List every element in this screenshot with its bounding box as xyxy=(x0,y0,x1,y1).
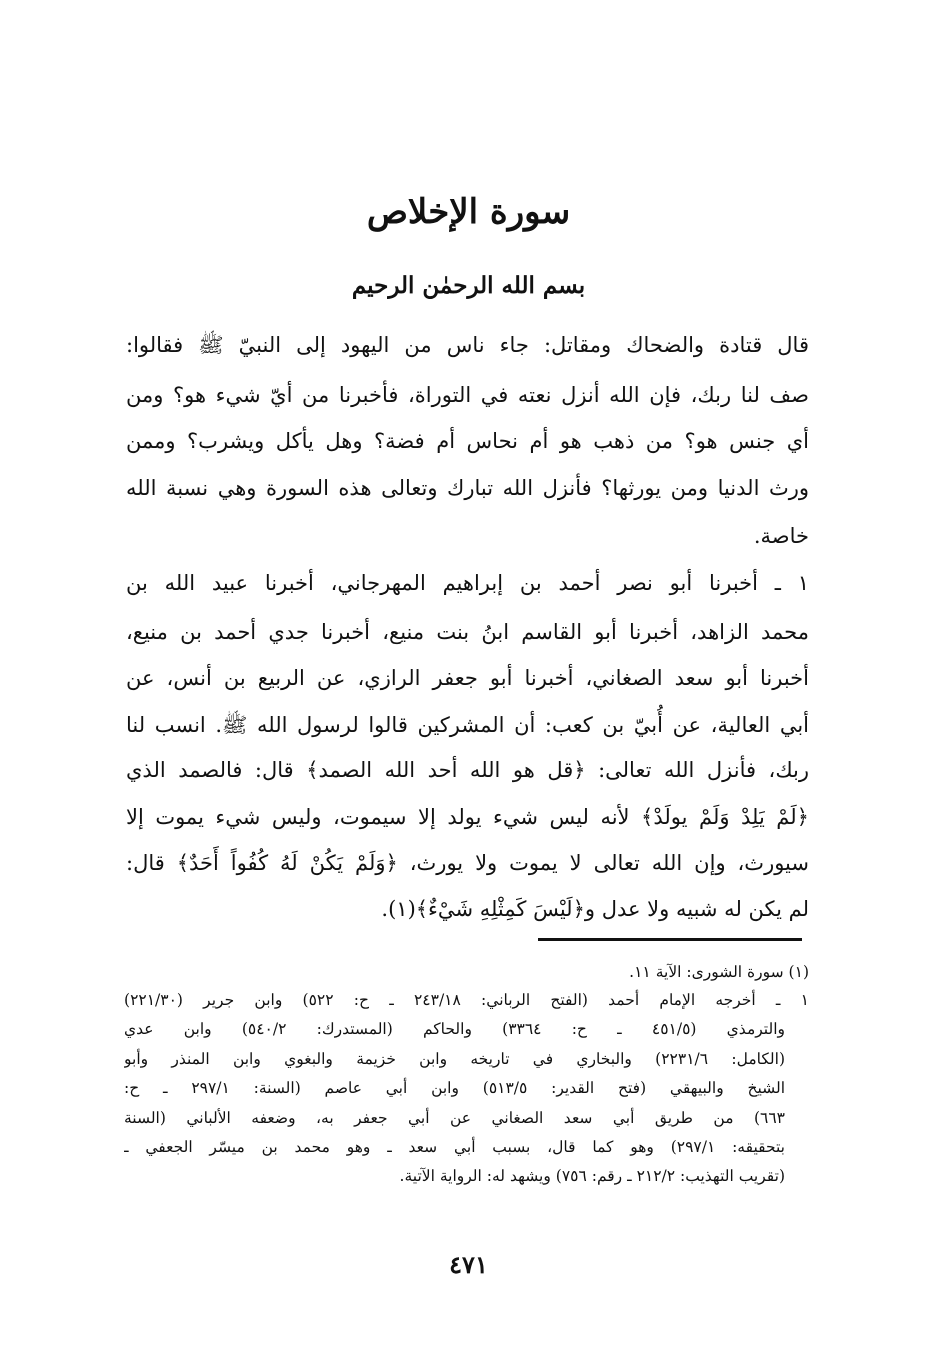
intro-line: ورث الدنيا ومن يورثها؟ فأنزل الله تبارك وتعالى هذه السورة وهي نسبة الله xyxy=(126,476,809,500)
footnote-line: بتحقيقه: ٢٩٧/١) وهو كما قال، بسبب أبي سعد ـ وهو محمد بن ميسّر الجعفي ـ xyxy=(124,1138,785,1156)
hadith-line: أبي العالية، عن أُبيّ بن كعب: أن المشركين قالوا لرسول الله ﷺ. انسب لنا xyxy=(126,713,809,737)
surah-title: سورة الإخلاص xyxy=(366,192,571,232)
intro-line: أي جنس هو؟ من ذهب هو أم نحاس أم فضة؟ وهل يأكل ويشرب؟ وممن xyxy=(126,429,809,453)
footnote-line: (١) سورة الشورى: الآية ١١. xyxy=(629,963,809,981)
footnote-line: ٦٦٣) من طريق أبي سعد الصغاني عن أبي جعفر به، وضعفه الألباني (السنة xyxy=(124,1109,785,1127)
footnote-line: الشيخ والبيهقي (فتح القدير: ٥١٣/٥) وابن أبي عاصم (السنة: ٢٩٧/١ ـ ح: xyxy=(124,1079,785,1097)
intro-line: صف لنا ربك، فإن الله أنزل نعته في التوراة، فأخبرنا من أيّ شيء هو؟ ومن xyxy=(126,383,809,407)
footnote-line: (تقريب التهذيب: ٢١٢/٢ ـ رقم: ٧٥٦) ويشهد له: الرواية الآتية. xyxy=(399,1167,785,1185)
hadith-line: سيورث، وإن الله تعالى لا يموت ولا يورث، ﴿وَلَمْ يَكُنْ لَهُ كُفُواً أَحَدٌ﴾ قال: xyxy=(126,851,809,875)
basmala: بسم الله الرحمٰن الرحيم xyxy=(351,272,586,299)
hadith-line: لم يكن له شبيه ولا عدل و﴿لَيْسَ كَمِثْلِهِ شَيْءٌ﴾(١). xyxy=(381,897,809,921)
footnote-line: (الكامل: ٢٢٣١/٦) والبخاري في تاريخه وابن خزيمة والبغوي وابن المنذر وأبو xyxy=(124,1050,785,1068)
hadith-line: ١ ـ أخبرنا أبو نصر أحمد بن إبراهيم المهرجاني، أخبرنا عبيد الله بن xyxy=(126,571,809,595)
hadith-line: ﴿لَمْ يَلِدْ وَلَمْ يولَدْ﴾ لأنه ليس شيء يولد إلا سيموت، وليس شيء يموت إلا xyxy=(126,805,809,829)
page-number: ٤٧١ xyxy=(449,1250,488,1279)
footnote-line: ١ ـ أخرجه الإمام أحمد (الفتح الرباني: ٢٤٣/١٨ ـ ح: ٥٢٢) وابن جرير (٢٢١/٣٠) xyxy=(124,991,809,1009)
intro-line: قال قتادة والضحاك ومقاتل: جاء ناس من اليهود إلى النبيّ ﷺ فقالوا: xyxy=(126,333,809,357)
intro-line: خاصة. xyxy=(753,524,809,548)
footnote-line: والترمذي (٤٥١/٥ ـ ح: ٣٣٦٤) والحاكم (المستدرك: ٥٤٠/٢) وابن عدي xyxy=(124,1020,785,1038)
footnote-separator xyxy=(538,938,802,941)
hadith-line: محمد الزاهد، أخبرنا أبو القاسم ابنُ بنت منيع، أخبرنا جدي أحمد بن منيع، xyxy=(126,620,809,644)
hadith-line: أخبرنا أبو سعد الصغاني، أخبرنا أبو جعفر الرازي، عن الربيع بن أنس، عن xyxy=(126,666,809,690)
hadith-line: ربك، فأنزل الله تعالى: ﴿قل هو الله أحد الله الصمد﴾ قال: فالصمد الذي xyxy=(126,758,809,782)
